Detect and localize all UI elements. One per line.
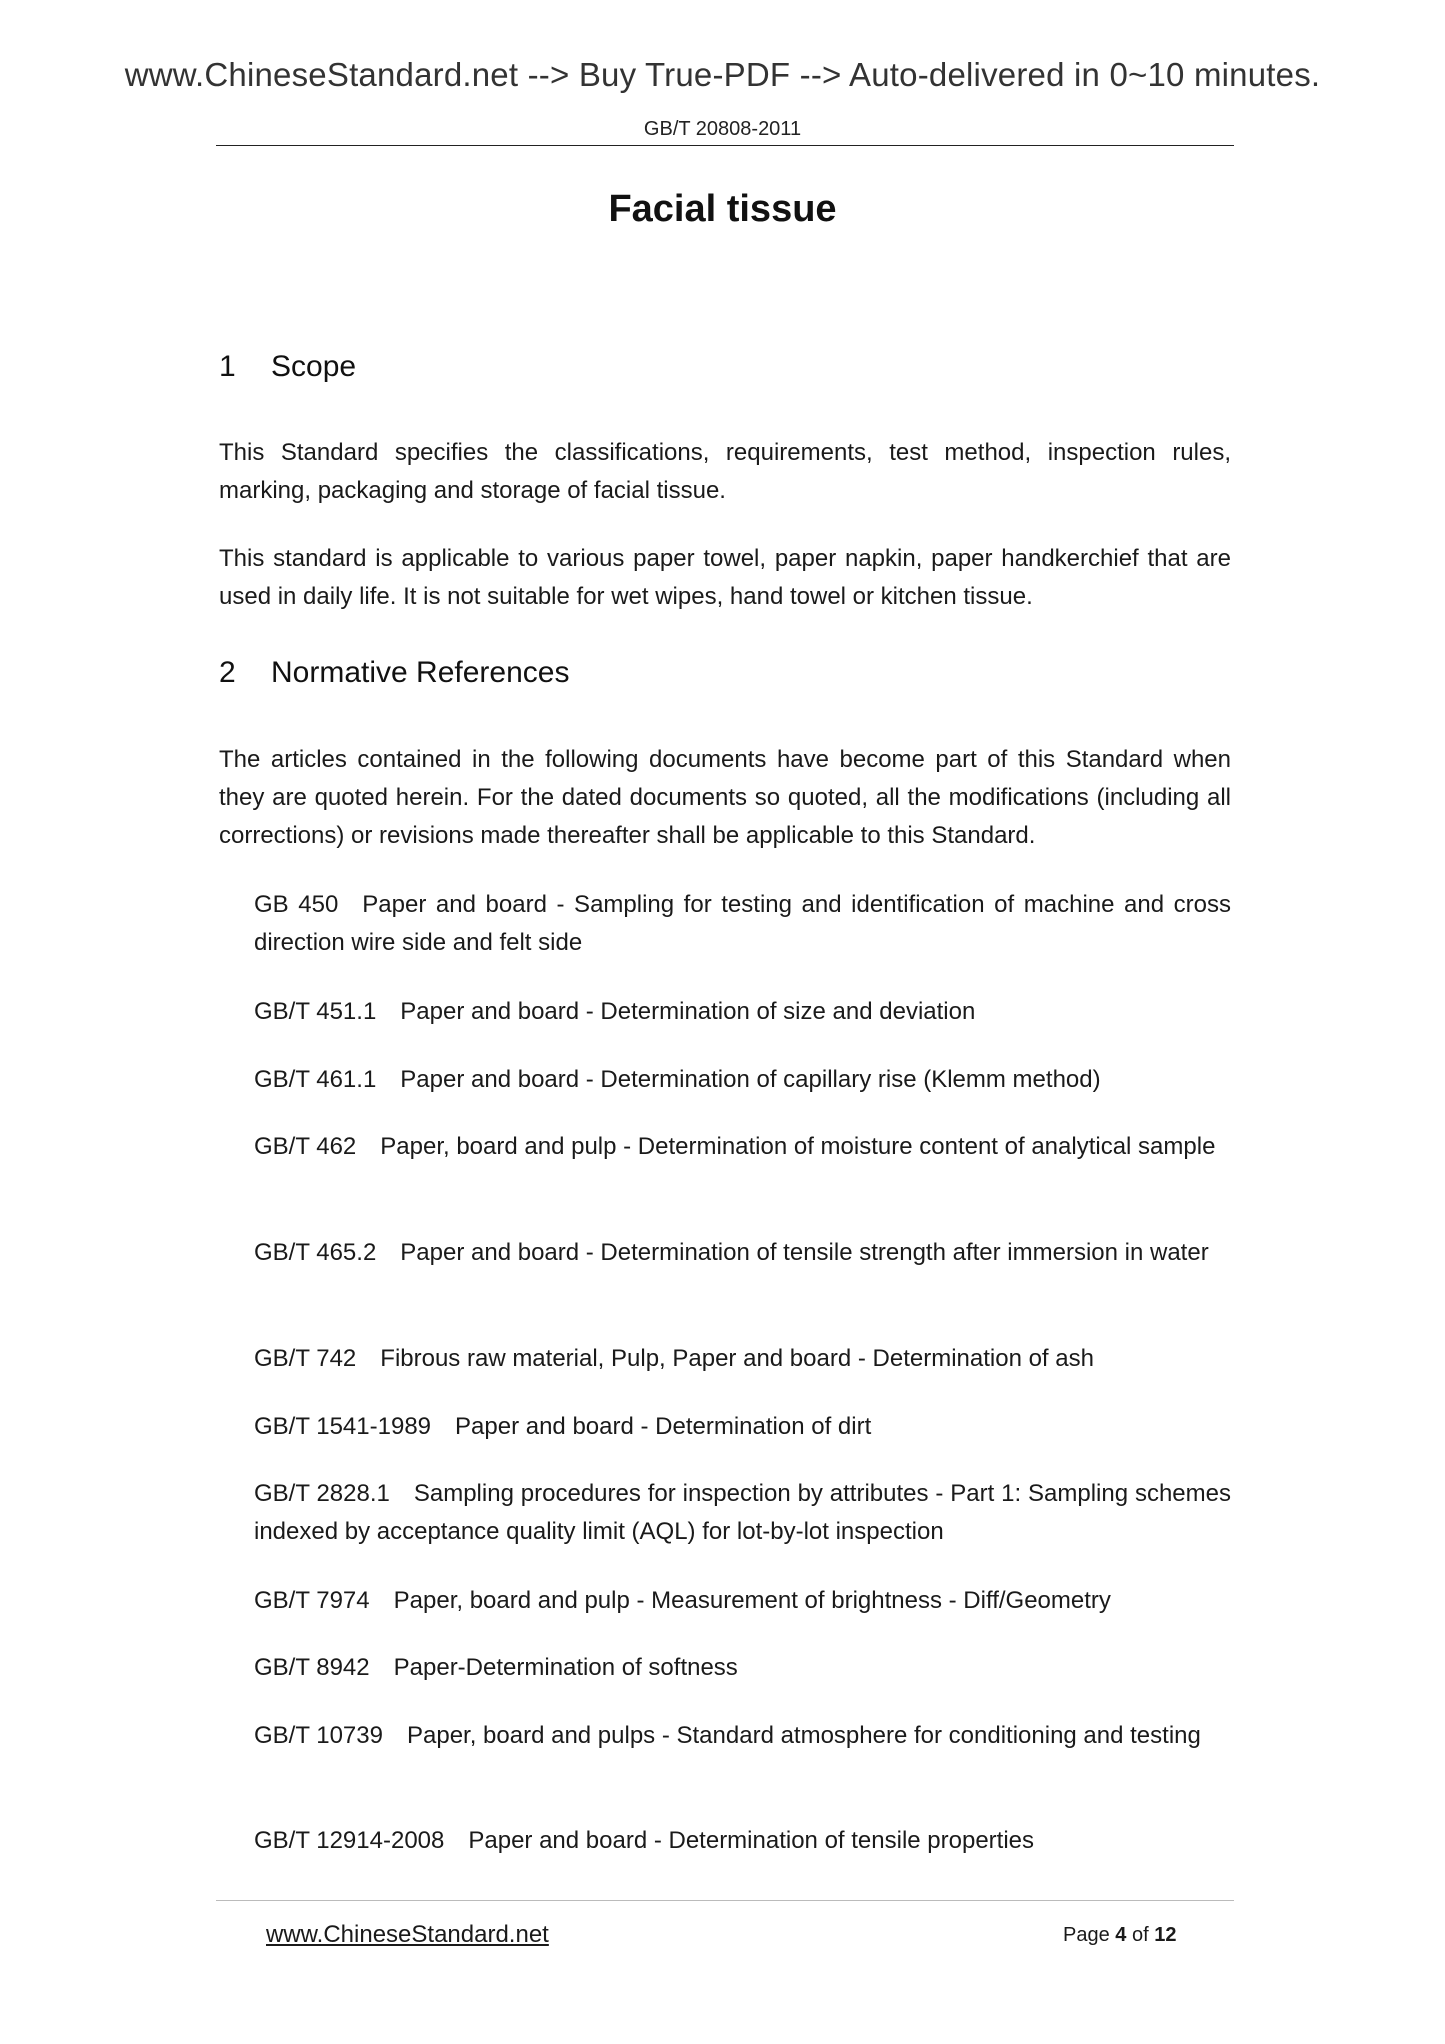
reference-code: GB/T 7974 [254, 1587, 370, 1614]
section-heading-scope [219, 350, 356, 384]
section-number: 2 [219, 656, 236, 689]
reference-code: GB/T 465.2 [254, 1239, 377, 1266]
page-current: 4 [1115, 1924, 1127, 1946]
reference-item [254, 1649, 1231, 1687]
page-of: of [1131, 1924, 1149, 1946]
reference-title: Paper and board - Determination of dirt [455, 1413, 872, 1440]
reference-item [254, 993, 1231, 1031]
reference-item [254, 886, 1231, 962]
footer-divider [216, 1900, 1234, 1901]
reference-code: GB/T 462 [254, 1133, 357, 1160]
reference-title: Paper, board and pulp - Determination of moisture content of analytical sample [380, 1133, 1216, 1160]
section-title: Scope [271, 350, 357, 383]
reference-code: GB/T 10739 [254, 1722, 383, 1749]
reference-title: Paper and board - Determination of size and deviation [400, 998, 976, 1025]
reference-code: GB/T 12914-2008 [254, 1827, 445, 1854]
reference-title: Paper and board - Determination of capillary rise (Klemm method) [400, 1066, 1101, 1093]
reference-code: GB 450 [254, 891, 339, 918]
reference-title: Paper, board and pulp - Measurement of brightness - Diff/Geometry [393, 1587, 1111, 1614]
page-label: Page [1063, 1924, 1110, 1946]
header-divider [216, 145, 1234, 146]
section-heading-normative-references [219, 656, 569, 690]
reference-title: Fibrous raw material, Pulp, Paper and board - Determination of ash [380, 1345, 1094, 1372]
reference-code: GB/T 8942 [254, 1654, 370, 1681]
section-number: 1 [219, 350, 236, 383]
reference-item [254, 1582, 1231, 1620]
reference-item [254, 1717, 1231, 1755]
reference-item [254, 1061, 1231, 1099]
standard-code: GB/T 20808-2011 [643, 118, 802, 140]
reference-item [254, 1340, 1231, 1378]
reference-code: GB/T 461.1 [254, 1066, 377, 1093]
references-intro-paragraph: The articles contained in the following documents have become part of this Standard when they are quoted herein. For the dated documents so quoted, all the modifications (including all corrections) or revisions made thereafter shall be applicable to this Standard. [219, 746, 1231, 849]
document-title: Facial tissue [608, 188, 837, 230]
reference-item [254, 1822, 1231, 1860]
top-banner: www.ChineseStandard.net --> Buy True-PDF --> Auto-delivered in 0~10 minutes. [124, 56, 1321, 93]
scope-paragraph-2: This standard is applicable to various paper towel, paper napkin, paper handkerchief that are used in daily life. It is not suitable for wet wipes, hand towel or kitchen tissue. [219, 545, 1231, 610]
reference-item [254, 1128, 1231, 1166]
scope-paragraph-1: This Standard specifies the classifications, requirements, test method, inspection rules, marking, packaging and storage of facial tissue. [219, 439, 1231, 504]
reference-title: Paper and board - Determination of tensile properties [468, 1827, 1035, 1854]
page-total: 12 [1154, 1924, 1177, 1946]
reference-item [254, 1475, 1231, 1551]
reference-title: Paper, board and pulps - Standard atmosphere for conditioning and testing [406, 1722, 1201, 1749]
reference-title: Paper and board - Determination of tensile strength after immersion in water [400, 1239, 1209, 1266]
reference-item [254, 1408, 1231, 1446]
footer-site-link[interactable]: www.ChineseStandard.net [266, 1921, 549, 1948]
reference-code: GB/T 2828.1 [254, 1480, 390, 1507]
reference-code: GB/T 451.1 [254, 998, 377, 1025]
page-indicator [1063, 1924, 1176, 1947]
reference-title: Paper and board - Sampling for testing and identification of machine and cross direction wire side and felt side [254, 891, 1231, 956]
section-title: Normative References [271, 656, 570, 689]
reference-code: GB/T 1541-1989 [254, 1413, 432, 1440]
reference-title: Paper-Determination of softness [393, 1654, 738, 1681]
reference-title: Sampling procedures for inspection by attributes - Part 1: Sampling schemes indexed by acceptance quality limit (AQL) for lot-by-lot inspection [254, 1480, 1231, 1545]
reference-code: GB/T 742 [254, 1345, 357, 1372]
reference-item [254, 1234, 1231, 1272]
